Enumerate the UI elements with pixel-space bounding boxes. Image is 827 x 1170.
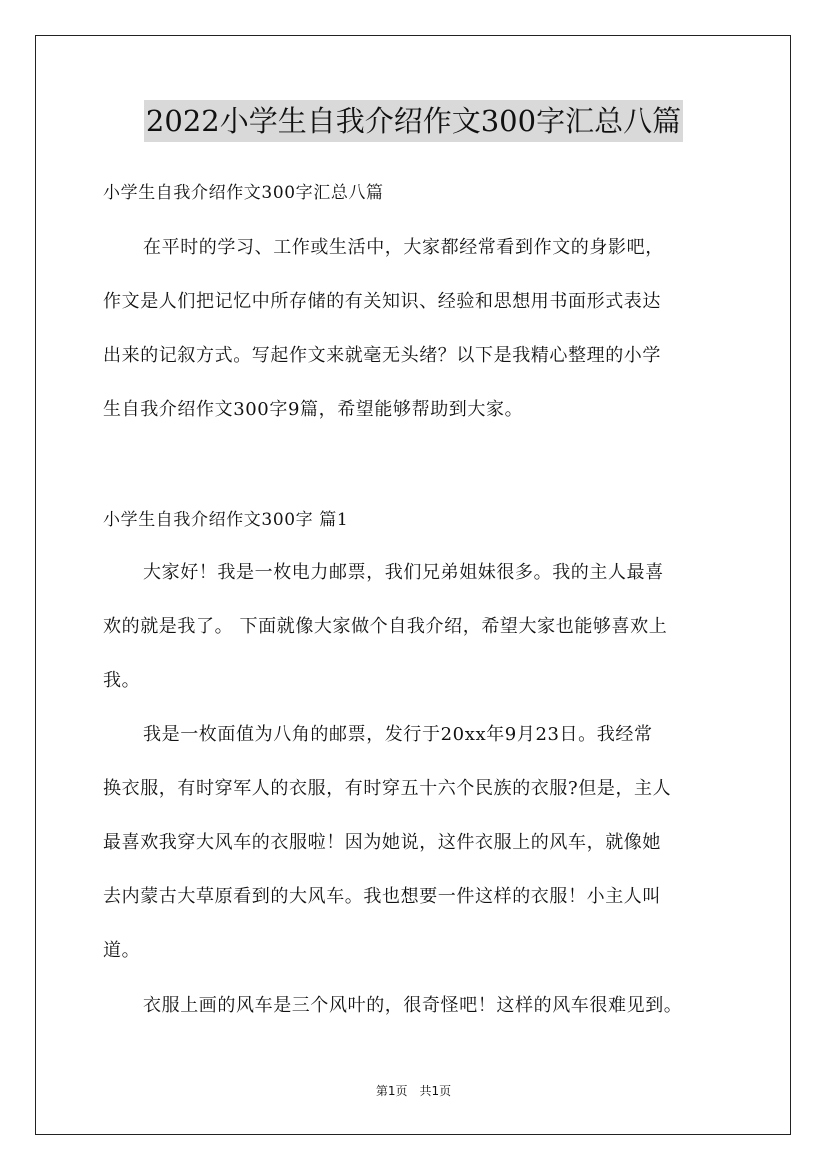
document-title-text: 2022小学生自我介绍作文300字汇总八篇 xyxy=(144,100,683,142)
paragraph-line: 换衣服，有时穿军人的衣服，有时穿五十六个民族的衣服?但是，主人 xyxy=(103,778,672,799)
paragraph-line: 我。 xyxy=(103,670,141,691)
document-title xyxy=(0,100,827,142)
paragraph-line: 道。 xyxy=(103,940,141,961)
paragraph-line: 我是一枚面值为八角的邮票，发行于20xx年9月23日。我经常 xyxy=(143,724,653,745)
intro-line: 出来的记叙方式。写起作文来就毫无头绪？以下是我精心整理的小学 xyxy=(103,345,661,366)
section-heading: 小学生自我介绍作文300字 篇1 xyxy=(103,510,349,530)
paragraph-line: 最喜欢我穿大风车的衣服啦！因为她说，这件衣服上的风车，就像她 xyxy=(103,832,661,853)
paragraph-line: 去内蒙古大草原看到的大风车。我也想要一件这样的衣服！小主人叫 xyxy=(103,886,661,907)
intro-line: 在平时的学习、工作或生活中，大家都经常看到作文的身影吧， xyxy=(143,237,664,258)
page-number: 第1页 共1页 xyxy=(375,1084,452,1098)
intro-line: 作文是人们把记忆中所存储的有关知识、经验和思想用书面形式表达 xyxy=(103,291,661,312)
subtitle: 小学生自我介绍作文300字汇总八篇 xyxy=(103,183,384,203)
paragraph-line: 大家好！我是一枚电力邮票，我们兄弟姐妹很多。我的主人最喜 xyxy=(143,562,664,583)
intro-line: 生自我介绍作文300字9篇，希望能够帮助到大家。 xyxy=(103,399,524,420)
paragraph-line: 衣服上画的风车是三个风叶的，很奇怪吧！这样的风车很难见到。 xyxy=(143,995,683,1016)
paragraph-line: 欢的就是我了。 下面就像大家做个自我介绍，希望大家也能够喜欢上 xyxy=(103,616,668,637)
page-footer xyxy=(0,1083,827,1099)
